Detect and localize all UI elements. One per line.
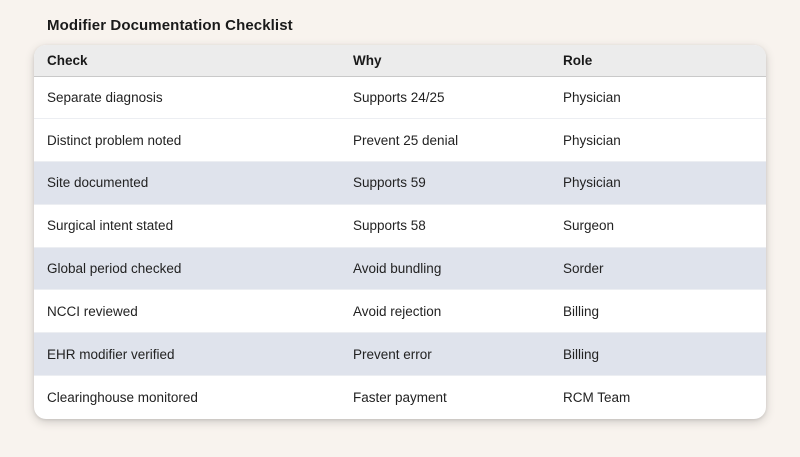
cell-check: Separate diagnosis [47, 89, 163, 105]
column-header-why: Why [340, 45, 550, 76]
cell-why: Supports 59 [340, 162, 550, 205]
cell-check: Site documented [34, 162, 340, 205]
table-row [34, 162, 766, 205]
cell-check: Surgical intent stated [34, 204, 340, 247]
cell-role: Physician [550, 119, 766, 162]
cell-check: Clearinghouse monitored [34, 376, 340, 419]
table-row [34, 290, 766, 333]
column-header-role: Role [550, 45, 766, 76]
cell-why: Avoid rejection [340, 290, 550, 333]
cell-role: Surgeon [550, 204, 766, 247]
cell-check: EHR modifier verified [34, 333, 340, 376]
cell-role: RCM Team [550, 376, 766, 419]
cell-check: Distinct problem noted [34, 119, 340, 162]
table-row [34, 376, 766, 419]
checklist-table [34, 45, 766, 418]
cell-role: Billing [550, 333, 766, 376]
cell-check: NCCI reviewed [34, 290, 340, 333]
cell-why: Prevent error [340, 333, 550, 376]
cell-role: Sorder [550, 247, 766, 290]
table-row [34, 76, 766, 119]
page-title: Modifier Documentation Checklist [47, 17, 293, 34]
table-row [34, 119, 766, 162]
cell-role: Physician [563, 89, 621, 105]
table-row [34, 204, 766, 247]
cell-why: Faster payment [340, 376, 550, 419]
cell-role: Billing [550, 290, 766, 333]
checklist-table-card [34, 45, 766, 419]
cell-why: Avoid bundling [340, 247, 550, 290]
cell-why: Supports 24/25 [353, 89, 445, 105]
column-header-check: Check [34, 45, 340, 76]
table-row [34, 333, 766, 376]
cell-why: Supports 58 [340, 204, 550, 247]
cell-why: Prevent 25 denial [340, 119, 550, 162]
table-header-row [34, 45, 766, 76]
table-row [34, 247, 766, 290]
cell-role: Physician [550, 162, 766, 205]
cell-check: Global period checked [34, 247, 340, 290]
